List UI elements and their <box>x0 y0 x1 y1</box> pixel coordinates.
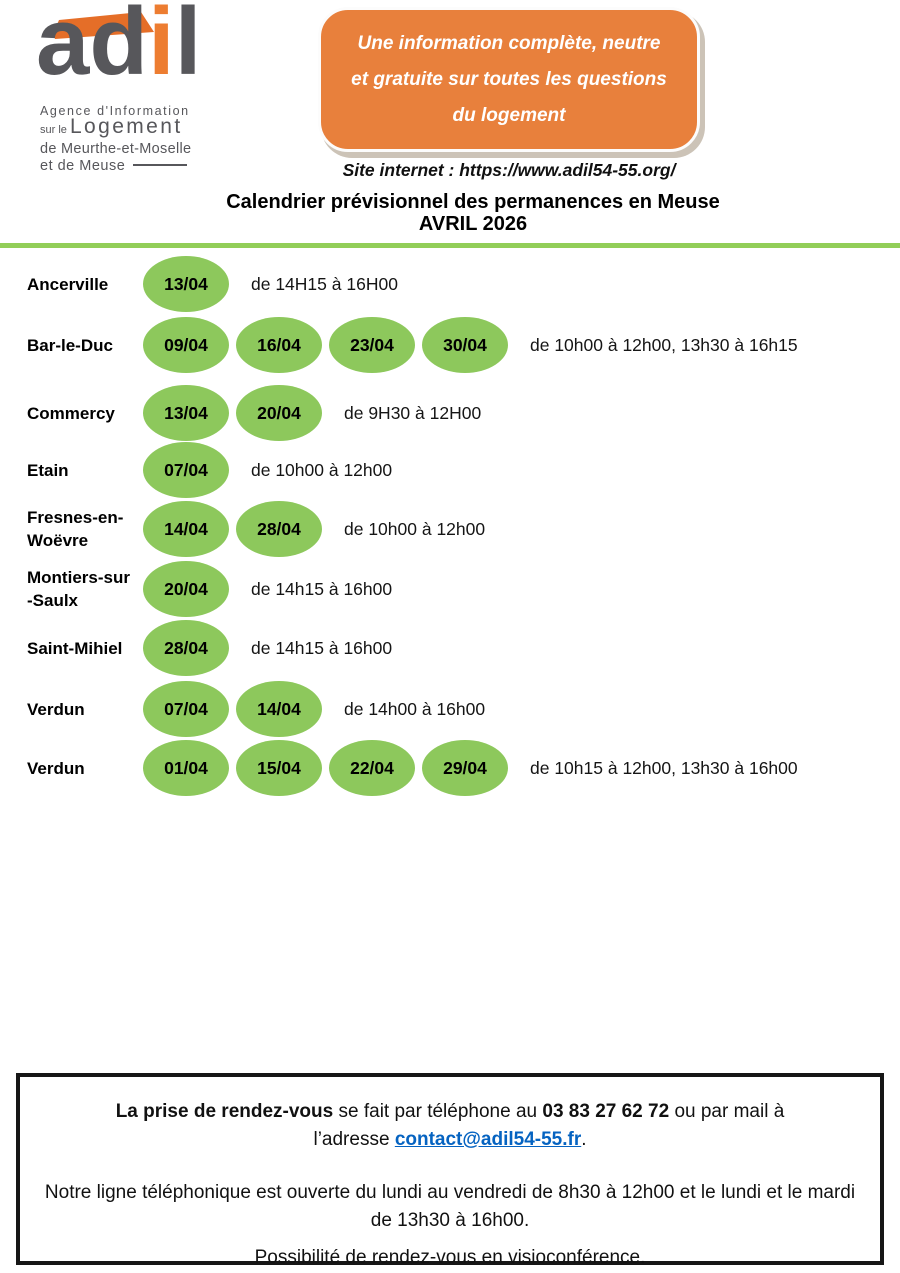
city-label <box>27 256 141 312</box>
time-label: de 10h00 à 12h00 <box>251 459 393 480</box>
banner-line: et gratuite sur toutes les questions <box>351 68 667 90</box>
date-badge: 07/04 <box>143 681 229 737</box>
city-line2: Woëvre <box>27 531 89 550</box>
logo-wordmark: adil <box>36 0 201 90</box>
date-badge: 20/04 <box>143 561 229 617</box>
logo-tagline-1: Agence d'Information <box>40 104 190 118</box>
logo-tagline-2: sur le Logement <box>40 115 183 138</box>
city-line1: Bar-le-Duc <box>27 335 113 355</box>
email-link[interactable]: contact@adil54-55.fr <box>394 1129 582 1150</box>
date-badge: 22/04 <box>329 740 415 796</box>
schedule-row <box>0 681 900 737</box>
time-label: de 14h15 à 16h00 <box>251 637 393 658</box>
logo-tagline-3: de Meurthe-et-Moselle <box>40 141 192 157</box>
dates-group <box>143 317 798 373</box>
website-url-line: Site internet : https://www.adil54-55.org/ <box>342 160 676 180</box>
logo-accent-letter: i <box>148 0 175 95</box>
page-title-line2: AVRIL 2026 <box>418 213 528 235</box>
dates-group <box>143 256 398 312</box>
schedule-row <box>0 561 900 617</box>
date-badge: 16/04 <box>236 317 322 373</box>
city-label <box>27 501 141 557</box>
schedule-row <box>0 442 900 498</box>
date-badge: 01/04 <box>143 740 229 796</box>
time-label: de 10h00 à 12h00 <box>344 518 486 539</box>
city-label <box>27 740 141 796</box>
date-badge: 14/04 <box>236 681 322 737</box>
schedule-row <box>0 256 900 312</box>
date-badge: 13/04 <box>143 385 229 441</box>
appointment-lead: La prise de rendez-vous <box>115 1101 334 1122</box>
date-badge: 09/04 <box>143 317 229 373</box>
visio-paragraph: Possibilité de rendez-vous en visioconférence. <box>254 1247 646 1268</box>
date-badge: 28/04 <box>236 501 322 557</box>
schedule-row <box>0 620 900 676</box>
time-label: de 14H15 à 16H00 <box>251 273 398 294</box>
dates-group <box>143 740 798 796</box>
city-label <box>27 561 141 617</box>
city-label <box>27 385 141 441</box>
date-badge: 14/04 <box>143 501 229 557</box>
time-label: de 10h00 à 12h00, 13h30 à 16h15 <box>530 334 798 355</box>
appointment-paragraph: La prise de rendez-vous se fait par téléphone au 03 83 27 62 72 ou par mail à l’adresse contact@adil54-55.fr. <box>115 1101 785 1150</box>
city-line2: -Saulx <box>27 591 79 610</box>
dates-group <box>143 561 392 617</box>
date-badge: 30/04 <box>422 317 508 373</box>
city-line1: Ancerville <box>27 274 109 294</box>
logo-tagline-4: et de Meuse <box>40 158 187 174</box>
city-line1: Commercy <box>27 403 115 423</box>
city-label <box>27 681 141 737</box>
schedule-row <box>0 385 900 441</box>
city-line1: Etain <box>27 460 69 480</box>
dates-group <box>143 385 481 441</box>
city-line1: Verdun <box>27 699 85 719</box>
date-badge: 13/04 <box>143 256 229 312</box>
phone-number: 03 83 27 62 72 <box>542 1101 670 1122</box>
date-badge: 28/04 <box>143 620 229 676</box>
dates-group <box>143 681 485 737</box>
city-label <box>27 317 141 373</box>
contact-box <box>16 1073 884 1268</box>
city-line1: Verdun <box>27 758 85 778</box>
city-line1: Saint-Mihiel <box>27 638 123 658</box>
schedule-row <box>0 740 900 796</box>
date-badge: 15/04 <box>236 740 322 796</box>
time-label: de 10h15 à 12h00, 13h30 à 16h00 <box>530 757 798 778</box>
time-label: de 14h00 à 16h00 <box>344 698 486 719</box>
date-badge: 07/04 <box>143 442 229 498</box>
dates-group <box>143 442 392 498</box>
date-badge: 20/04 <box>236 385 322 441</box>
schedule-row <box>0 317 900 373</box>
banner-line: Une information complète, neutre <box>357 32 661 54</box>
city-line1: Fresnes-en- <box>27 508 124 527</box>
city-label <box>27 620 141 676</box>
page-title-line1: Calendrier prévisionnel des permanences en Meuse <box>226 191 720 213</box>
schedule-row <box>0 501 900 557</box>
city-label <box>27 442 141 498</box>
dates-group <box>143 620 392 676</box>
time-label: de 9H30 à 12H00 <box>344 402 482 423</box>
time-label: de 14h15 à 16h00 <box>251 578 393 599</box>
city-line1: Montiers-sur <box>27 568 130 587</box>
banner-line: du logement <box>452 104 566 126</box>
date-badge: 23/04 <box>329 317 415 373</box>
date-badge: 29/04 <box>422 740 508 796</box>
dates-group <box>143 501 485 557</box>
phone-hours-paragraph: Notre ligne téléphonique est ouverte du lundi au vendredi de 8h30 à 12h00 et le lundi et le mardi de 13h30 à 16h00. <box>44 1182 856 1231</box>
